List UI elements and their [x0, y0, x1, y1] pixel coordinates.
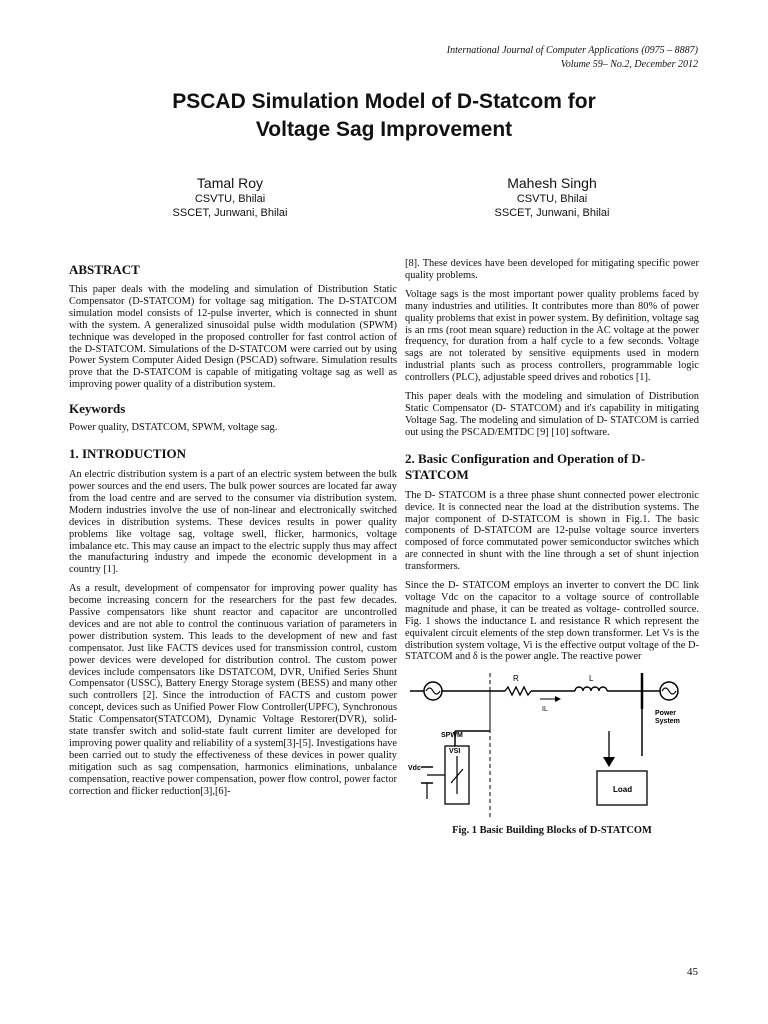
label-load: Load [613, 785, 633, 795]
section-2-heading: 2. Basic Configuration and Operation of D-STATCOM [405, 450, 646, 482]
label-power: Power [655, 710, 677, 718]
figure-caption: Fig. 1 Basic Building Blocks of D-STATCOM [452, 825, 652, 837]
label-system: System [655, 718, 680, 726]
right-paragraph-2: Voltage sags is the most important power quality problems faced by many industries and utilities. It contributes more than 80% of power quality problems that exist in power system. By definition, voltage sag is an rms (root mean square) reduction in the AC voltage at the power frequency, for duration from a half cycle to a few seconds. Voltage sags are not tolerated by sensitive equipments used in modern industrial plants such as process controllers, programmable logic controllers (PLC), adjustable speed drives and robotics [1]. [405, 288, 699, 384]
author-name: Mahesh Singh [507, 175, 597, 191]
label-vdc: Vdc [408, 765, 421, 773]
figure-1 [405, 671, 699, 821]
section-2-paragraph-2: Since the D- STATCOM employs an inverter to convert the DC link voltage Vdc on the capacitor to a voltage source of controllable magnitude and phase, it can be treated as voltage- controlled source. Fig. 1 shows the inductance L and resistance R which represent the equivalent circuit elements of the step down transformer. Let Vs is the distribution system voltage, Vi is the effective output voltage of the D-STATCOM and δ is the power angle. The reactive power [405, 580, 699, 663]
title-line-1: PSCAD Simulation Model of D-Statcom for [172, 90, 596, 113]
author-affiliation: CSVTU, Bhilai [516, 193, 588, 205]
journal-volume: Volume 59– No.2, December 2012 [560, 59, 698, 70]
label-il: IL [542, 706, 548, 714]
label-vsi: VSI [449, 748, 461, 756]
page-number: 45 [687, 966, 698, 978]
keywords-text: Power quality, DSTATCOM, SPWM, voltage sag. [69, 422, 278, 434]
journal-name: International Journal of Computer Applications (0975 – 8887) [446, 45, 698, 56]
intro-paragraph-1: An electric distribution system is a part of an electric system between the bulk power sources and the end users. The bulk power sources are located far away from the load centre and are served to the consumer via distribution system. Modern industries involve the use of non-linear and electronically switched devices in distribution systems. These devices results in power quality problems like voltage sag, voltage swell, flicker, harmonics, voltage imbalance etc. This may cause an impact to the electric supply thus may affect the manufacturing industry and impede the economic development in a country [1]. [69, 469, 397, 576]
author-affiliation: SSCET, Junwani, Bhilai [494, 207, 610, 219]
keywords-heading: Keywords [69, 401, 126, 417]
author-1 [130, 174, 330, 220]
label-r: R [513, 674, 519, 684]
journal-header [447, 44, 698, 72]
intro-paragraph-2: As a result, development of compensator for improving power quality has become increasing concern for the researchers for the past few decades. Passive compensators like shunt reactor and capacitor are uncontrolled devices and are not able to control the continuous variation of parameters in power distribution system. This leads to the development of new and fast compensator. Just like FACTS devices used for transmission control, custom power devices were developed for distribution control. The custom power devices include compensators like DSTATCOM, DVR, Unified Series Shunt Compensator (USSC), Battery Energy Storage system (BESS) and many other such controllers [2]. Since the introduction of FACTS and custom power concept, devices such as Unified Power Flow Controller(UPFC), Synchronous Static Compensator(STATCOM), Dynamic Voltage Restorer(DVR), solid-state transfer switch and solid-state fault current limiter are developed for improving power quality and reliability of a system[3]-[5]. Investigations have been carried out to study the effectiveness of these devices in power quality mitigation such as sag compensation, harmonics eliminations, unbalance compensation, reactive power compensation, power flow control, power factor correction and flicker reduction[3],[6]- [69, 583, 397, 797]
right-column [405, 258, 699, 837]
label-spwm: SPWM [441, 732, 463, 740]
label-l: L [589, 674, 594, 684]
abstract-heading: ABSTRACT [69, 262, 140, 277]
abstract-text: This paper deals with the modeling and simulation of Distribution Static Compensator (D-STATCOM) for voltage sag mitigation. The D-STATCOM simulation model consists of 12-pulse inverter, which is connected in shunt with the system. A generalized sinusoidal pulse width modulation (SPWM) technique was developed in the proposed controller for fast control action of the D-STATCOM. Simulations of the D-STATCOM were carried out by using Power System Computer Aided Design (PSCAD) software. Simulation results prove that the D-STATCOM is capable of mitigating voltage sag as well as improving power quality of a distribution system. [69, 284, 397, 391]
dstatcom-block-diagram [405, 671, 699, 821]
paper-title [60, 88, 708, 144]
inductor-icon [575, 687, 607, 691]
author-affiliation: CSVTU, Bhilai [194, 193, 266, 205]
title-line-2: Voltage Sag Improvement [255, 118, 513, 141]
section-2-paragraph-1: The D- STATCOM is a three phase shunt connected power electronic device. It is connected near the load at the distribution systems. The major component of D-STATCOM is shown in Fig.1. The basic components of D-STATCOM are 12-pulse voltage source inverters composed of force commutated power semiconductor switches which are connected in shunt with the line through a set of shunt injection transformers. [405, 489, 699, 573]
right-paragraph-1: [8]. These devices have been developed for mitigating specific power quality problems. [405, 258, 699, 281]
left-column [69, 258, 397, 805]
author-2 [452, 174, 652, 220]
introduction-heading: 1. INTRODUCTION [69, 446, 187, 462]
author-name: Tamal Roy [196, 175, 264, 191]
author-affiliation: SSCET, Junwani, Bhilai [172, 207, 288, 219]
resistor-icon [505, 687, 531, 695]
right-paragraph-3: This paper deals with the modeling and simulation of Distribution Static Compensator (D- STATCOM) and it's capability in mitigating Voltage Sag. The modeling and simulation of D- STATCOM is carried out using the PSCAD/EMTDC [9] [10] software. [405, 391, 699, 438]
arrow-down-icon [603, 757, 615, 767]
